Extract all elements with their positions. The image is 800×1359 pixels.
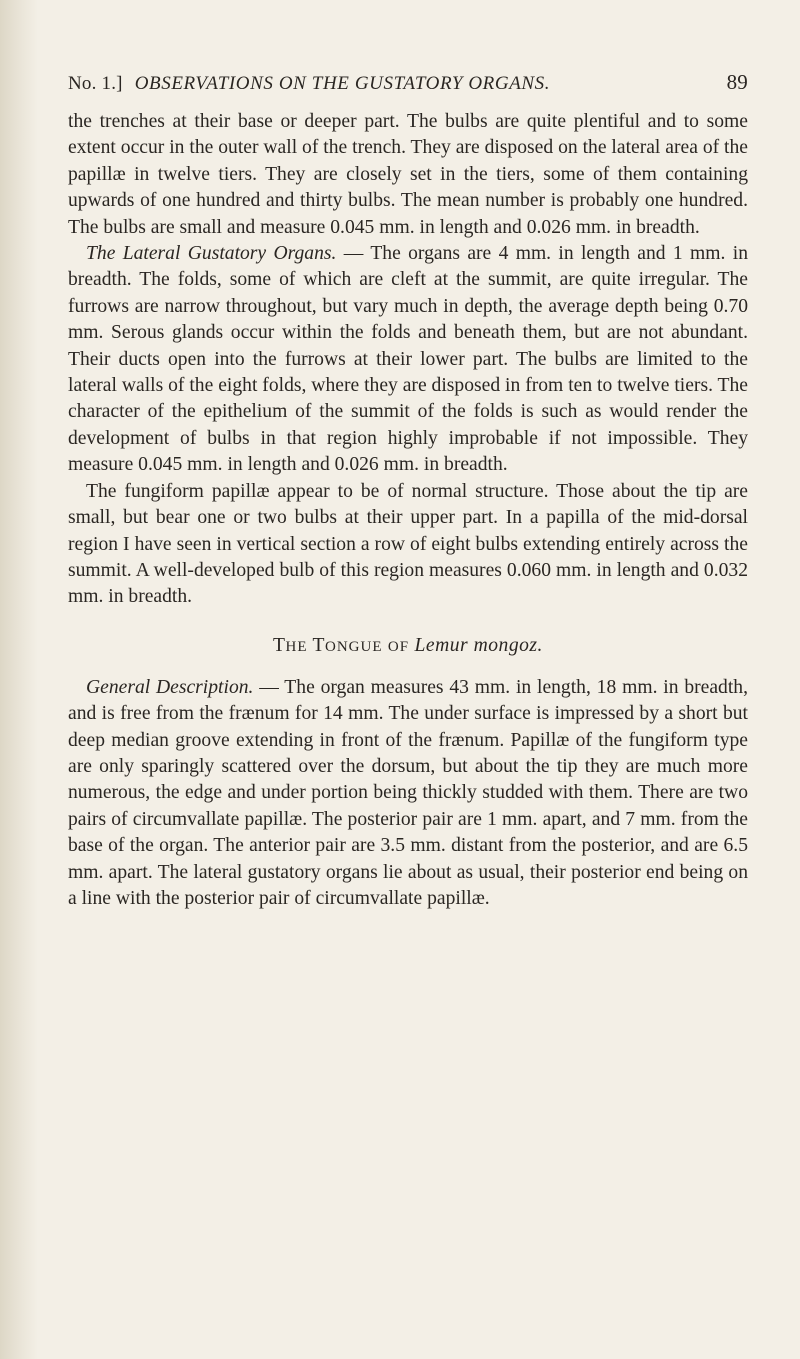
paragraph-general-description [68,675,748,913]
species-name: Lemur mongoz. [414,634,543,656]
paragraph-body-lateral: — The organs are 4 mm. in length and 1 mm. in breadth. The folds, some of which are cleft at the summit, are quite irregular. The furrows are narrow throughout, but vary much in depth, the average depth being 0.70 mm. Serous glands occur within the folds and beneath them, but are not abundant. Their ducts open into the furrows at their lower part. The bulbs are limited to the lateral walls of the eight folds, where they are disposed in from ten to twelve tiers. The character of the epithelium of the summit of the folds is such as would render the development of bulbs in that region highly improbable if not impossible. They measure 0.045 mm. in length and 0.026 mm. in breadth. [68,243,748,476]
paragraph-lead-lateral: The Lateral Gustatory Organs. [86,243,337,265]
running-head-title: OBSERVATIONS ON THE GUSTATORY ORGANS. [134,73,551,94]
page-number: 89 [726,70,748,94]
issue-number: No. 1.] [68,73,123,94]
running-head [68,70,748,95]
section-heading: THE TONGUE OF Lemur mongoz. [273,634,543,656]
paragraph-lead-general: General Description. [86,676,254,698]
page-content [68,70,748,912]
paragraph-fungiform-papillae: The fungiform papillæ appear to be of normal structure. Those about the tip are small, but bear one or two bulbs at their upper part. In a papilla of the mid-dorsal region I have seen in vertical section a row of eight bulbs extending entirely across the summit. A well-developed bulb of this region measures 0.060 mm. in length and 0.032 mm. in breadth. [68,480,748,608]
paragraph-trenches: the trenches at their base or deeper part. The bulbs are quite plentiful and to some extent occur in the outer wall of the trench. They are disposed on the lateral area of the papillæ in twelve tiers. They are closely set in the tiers, some of them containing upwards of one hundred and thirty bulbs. The mean number is probably one hundred. The bulbs are small and measure 0.045 mm. in length and 0.026 mm. in breadth. [68,111,748,238]
page-edge-shadow [0,0,38,1359]
running-head-left [68,73,550,95]
paragraph-lateral-gustatory-organs [68,241,748,479]
paragraph-body-general: — The organ measures 43 mm. in length, 18 mm. in breadth, and is free from the frænum for 14 mm. The under surface is impressed by a short but deep median groove extending in front of the frænum. Papillæ of the fungiform type are only sparingly scattered over the dorsum, but about the tip they are much more numerous, the edge and under portion being thickly studded with them. There are two pairs of circumvallate papillæ. The posterior pair are 1 mm. apart, and 7 mm. from the base of the organ. The anterior pair are 3.5 mm. distant from the posterior, and are 6.5 mm. apart. The lateral gustatory organs lie about as usual, their posterior end being on a line with the posterior pair of circumvallate papillæ. [68,676,748,909]
